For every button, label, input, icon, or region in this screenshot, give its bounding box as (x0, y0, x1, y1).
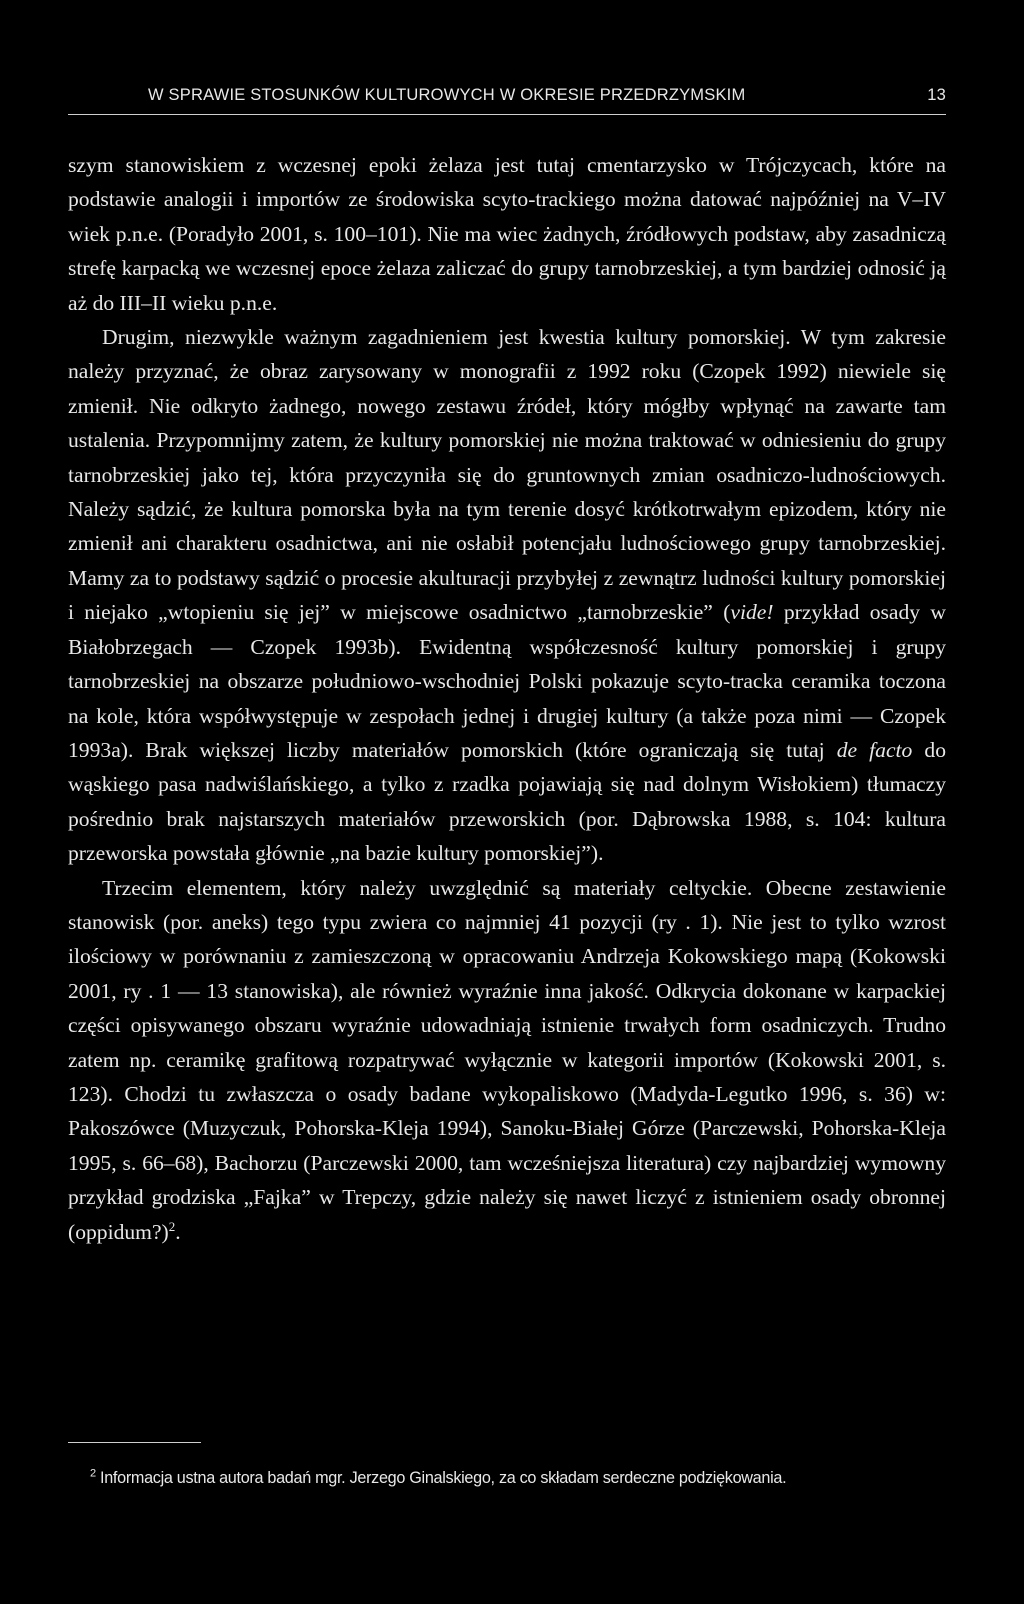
body-text (68, 148, 946, 1249)
paragraph (68, 871, 946, 1249)
text-run: do wąskiego pasa nadwiślańskiego, a tylko z rzadka pojawiają się nad dolnym Wisłokiem) tłumaczy pośrednio brak najstarszych materiałów przeworskich (por. Dąbrowska 1988, s. 104: kultura przeworska powstała głównie „na bazie kultury pomorskiej”). (68, 737, 946, 866)
text-run: Drugim, niezwykle ważnym zagadnieniem jest kwestia kultury pomorskiej. W tym zakresie należy przyznać, że obraz zarysowany w monografii z 1992 roku (Czopek 1992) niewiele się zmienił. Nie odkryto żadnego, nowego zestawu źródeł, który mógłby wpłynąć na zawarte tam ustalenia. Przypomnijmy zatem, że kultury pomorskiej nie można traktować w odniesieniu do grupy tarnobrzeskiej jako tej, która przyczyniła się do gruntownych zmian osadniczo-ludnościowych. Należy sądzić, że kultura pomorska była na tym terenie dosyć krótkotrwałym epizodem, który nie zmienił ani charakteru osadnictwa, ani nie osłabił potencjału ludnościowego grupy tarnobrzeskiej. Mamy za to podstawy sądzić o procesie akulturacji przybyłej z zewnątrz ludności kultury pomorskiej i niejako „wtopieniu się jej” w miejscowe osadnictwo „tarnobrzeskie” ( (68, 325, 946, 625)
page-number: 13 (927, 86, 946, 104)
paragraph (68, 148, 946, 320)
running-title: W SPRAWIE STOSUNKÓW KULTUROWYCH W OKRESIE PRZEDRZYMSKIM (148, 86, 746, 104)
text-run: Trzecim elementem, który należy uwzględnić są materiały celtyckie. Obecne zestawienie stanowisk (por. aneks) tego typu zwiera co najmniej 41 pozycji (ry . 1). Nie jest to tylko wzrost ilościowy w porównaniu z zamieszczoną w opracowaniu Andrzeja Kokowskiego mapą (Kokowski 2001, ry . 1 — 13 stanowiska), ale również wyraźnie inna jakość. Odkrycia dokonane w karpackiej części opisywanego obszaru wyraźnie udowadniają istnienie trwałych form osadniczych. Trudno zatem np. ceramikę grafitową rozpatrywać wyłącznie w kategorii importów (Kokowski 2001, s. 123). Chodzi tu zwłaszcza o osady badane wykopaliskowo (Madyda-Legutko 1996, s. 36) w: Pakoszówce (Muzyczuk, Pohorska-Kleja 1994), Sanoku-Białej Górze (Parczewski, Pohorska-Kleja 1995, s. 66–68), Bachorzu (Parczewski 2000, tam wcześniejsza literatura) czy najbardziej wymowny przykład grodziska „Fajka” w Trepczy, gdzie należy się nawet liczyć z istnieniem osady obronnej (oppidum?) (68, 875, 946, 1244)
footnote-mark: 2 (90, 1467, 96, 1480)
footnote-text: Informacja ustna autora badań mgr. Jerzego Ginalskiego, za co składam serdeczne podziękowania. (95, 1469, 787, 1487)
text-run: szym stanowiskiem z wczesnej epoki żelaza jest tutaj cmentarzysko w Trójczycach, które na podstawie analogii i importów ze środowiska scyto-trackiego można datować najpóźniej na V–IV wiek p.n.e. (Poradyło 2001, s. 100–101). Nie ma wiec żadnych, źródłowych podstaw, aby zasadniczą strefę karpacką we wczesnej epoce żelaza zaliczać do grupy tarnobrzeskiej, a tym bardziej odnosić ją aż do III–II wieku p.n.e. (68, 153, 946, 315)
footnote-rule (68, 1442, 201, 1443)
footnote (90, 1467, 946, 1489)
paragraph (68, 320, 946, 871)
footnote-reference: 2 (168, 1218, 176, 1234)
text-run: przykład osady w Białobrzegach — Czopek 1993b). Ewidentną współczesność kultury pomorskiej i grupy tarnobrzeskiej na obszarze południowo-wschodniej Polski pokazuje scyto-tracka ceramika toczona na kole, która współwystępuje w zespołach jednej i drugiej kultury (a także poza nimi — Czopek 1993a). Brak większej liczby materiałów pomorskich (które ograniczają się tutaj (68, 600, 946, 762)
italic-term: de facto (836, 737, 913, 762)
running-header (148, 86, 946, 105)
header-rule (68, 114, 946, 115)
text-run: . (175, 1219, 181, 1244)
italic-term: vide! (730, 600, 774, 625)
